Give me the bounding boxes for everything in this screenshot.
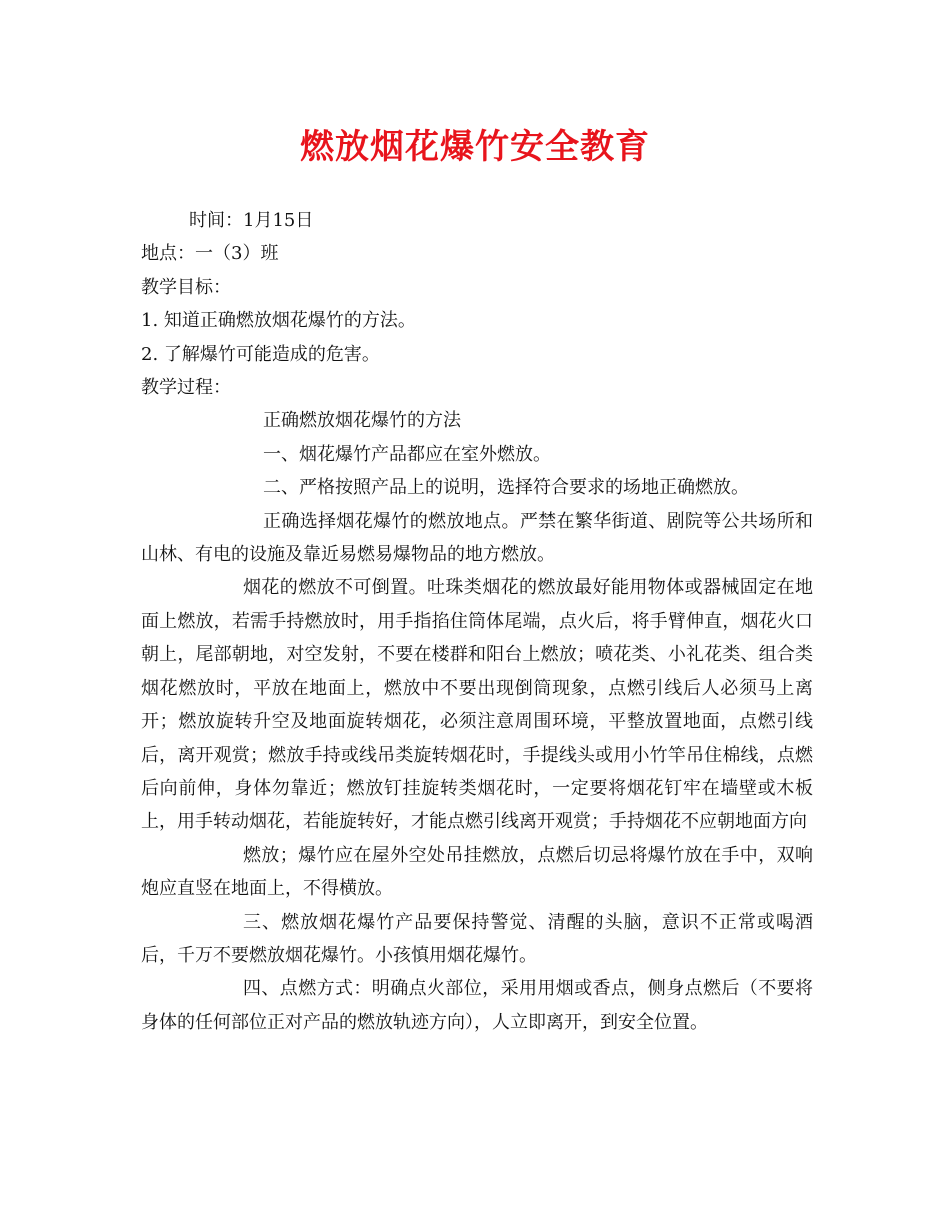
time-line: 时间：1月15日 [189, 210, 314, 231]
point-4: 四、点燃方式：明确点火部位，采用用烟或香点，侧身点燃后（不要将身体的任何部位正对产品的燃放轨迹方向），人立即离开，到安全位置。 [141, 978, 813, 1033]
process-heading: 教学过程： [141, 377, 231, 399]
section-heading: 正确燃放烟花爆竹的方法 [263, 410, 461, 432]
paragraph-firecrackers: 燃放；爆竹应在屋外空处吊挂燃放，点燃后切忌将爆竹放在手中，双响炮应直竖在地面上，不得横放。 [141, 844, 813, 900]
goal-item-2: 2. 了解爆竹可能造成的危害。 [141, 343, 380, 365]
goal-item-1: 1. 知道正确燃放烟花爆竹的方法。 [141, 310, 416, 332]
point-1: 一、烟花爆竹产品都应在室外燃放。 [263, 443, 551, 465]
paragraph-location: 正确选择烟花爆竹的燃放地点。严禁在繁华街道、剧院等公共场所和山林、有电的设施及靠近易燃易爆物品的地方燃放。 [141, 510, 813, 566]
document-body [141, 204, 813, 1039]
goals-heading: 教学目标： [141, 276, 231, 298]
place-line: 地点：一（3）班 [141, 243, 279, 265]
point-3: 三、燃放烟花爆竹产品要保持警觉、清醒的头脑，意识不正常或喝酒后，千万不要燃放烟花爆竹。小孩慎用烟花爆竹。 [141, 911, 813, 966]
paragraph-methods: 烟花的燃放不可倒置。吐珠类烟花的燃放最好能用物体或器械固定在地面上燃放，若需手持燃放时，用手指掐住筒体尾端，点火后，将手臂伸直，烟花火口朝上，尾部朝地，对空发射，不要在楼群和阳台上燃放；喷花类、小礼花类、组合类烟花燃放时，平放在地面上，燃放中不要出现倒筒现象，点燃引线后人必须马上离开；燃放旋转升空及地面旋转烟花，必须注意周围环境，平整放置地面，点燃引线后，离开观赏；燃放手持或线吊类旋转烟花时，手提线头或用小竹竿吊住棉线，点燃后向前伸，身体勿靠近；燃放钉挂旋转类烟花时，一定要将烟花钉牢在墙壁或木板上，用手转动烟花，若能旋转好，才能点燃引线离开观赏；手持烟花不应朝地面方向 [141, 577, 813, 833]
document-title: 燃放烟花爆竹安全教育 [300, 127, 650, 167]
point-2: 二、严格按照产品上的说明，选择符合要求的场地正确燃放。 [263, 477, 749, 499]
